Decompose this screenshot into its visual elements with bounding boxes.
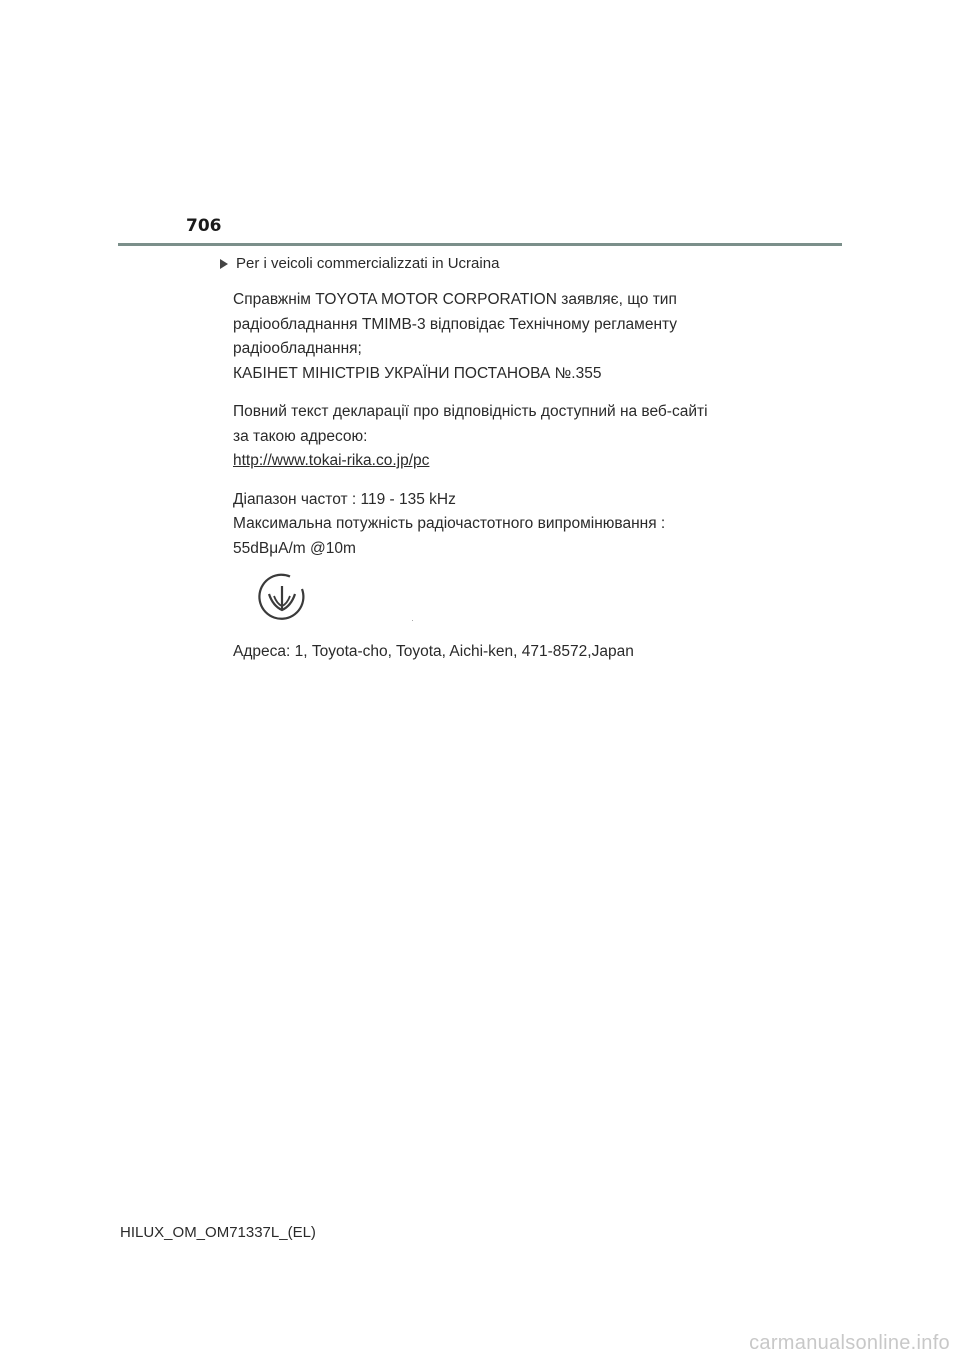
max-power-value: 55dBμA/m @10m [233, 539, 356, 557]
declaration-url-link[interactable]: http://www.tokai-rika.co.jp/pc [233, 452, 430, 469]
frequency-range: Діапазон частот : 119 - 135 kHz [233, 490, 456, 508]
specs-paragraph [233, 488, 793, 562]
full-text-paragraph [233, 400, 793, 474]
header-rule [118, 243, 842, 246]
watermark: carmanualsonline.info [749, 1332, 950, 1354]
document-body [233, 288, 793, 561]
footer-document-id: HILUX_OM_OM71337L_(EL) [120, 1224, 316, 1241]
page-number: 706 [186, 216, 222, 236]
address: Адреса: 1, Toyota-cho, Toyota, Aichi-ken, 471-8572,Japan [233, 643, 634, 660]
declaration-paragraph [233, 288, 793, 386]
section-heading-text: Per i veicoli commercializzati in Ucraina [236, 255, 500, 272]
max-power-label: Максимальна потужність радіочастотного випромінювання : [233, 515, 666, 532]
full-text-line: за такою адресою: [233, 427, 368, 445]
declaration-line: радіообладнання TMIMB-3 відповідає Технічному регламенту [233, 315, 678, 333]
full-text-line: Повний текст декларації про відповідність доступний на веб-сайті [233, 403, 708, 420]
section-heading [220, 255, 499, 272]
scan-artifact [412, 620, 413, 621]
triangle-right-icon [220, 259, 228, 269]
declaration-line: радіообладнання; [233, 340, 362, 357]
declaration-line: КАБІНЕТ МІНІСТРІВ УКРАЇНИ ПОСТАНОВА №.355 [233, 364, 602, 382]
declaration-line: Справжнім TOYOTA MOTOR CORPORATION заявляє, що тип [233, 291, 677, 308]
ukrainian-conformity-mark-icon [257, 572, 307, 622]
spacer [233, 474, 793, 488]
spacer [233, 386, 793, 400]
